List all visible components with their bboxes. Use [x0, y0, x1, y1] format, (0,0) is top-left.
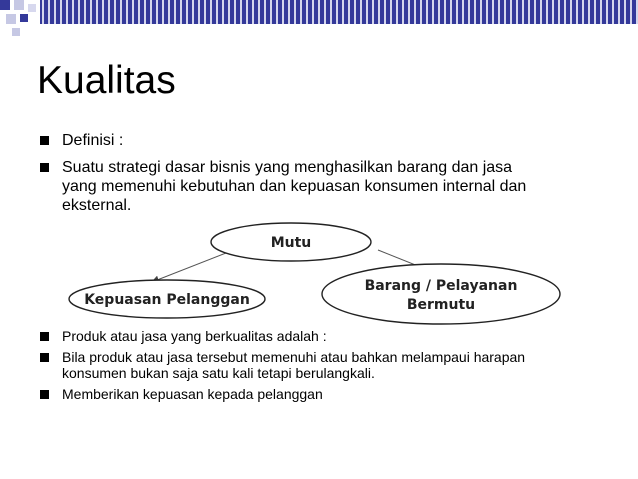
- node-right-label-2: Bermutu: [406, 297, 476, 313]
- bullet-text-line2: yang memenuhi kebutuhan dan kepuasan konsumen internal dan: [62, 178, 527, 195]
- node-right-label-1: Barang / Pelayanan: [364, 278, 518, 294]
- page-title: Kualitas: [37, 59, 176, 102]
- bullet-text: Definisi :: [62, 132, 124, 149]
- node-mutu-label: Mutu: [270, 235, 312, 251]
- node-right-shape: [322, 264, 560, 324]
- bullet-square-icon: [40, 353, 49, 362]
- bullet-text-line3: eksternal.: [62, 197, 132, 214]
- bullet-text-line1: Suatu strategi dasar bisnis yang menghasilkan barang dan jasa: [62, 159, 513, 176]
- bullet-text: Produk atau jasa yang berkualitas adalah :: [62, 328, 327, 344]
- node-left-label: Kepuasan Pelanggan: [84, 292, 250, 308]
- bullet-square-icon: [40, 390, 49, 399]
- arrow-to-left: [152, 253, 226, 282]
- bullet-text-line2: konsumen bukan saja satu kali tetapi berulangkali.: [62, 365, 375, 381]
- bullet-text: Memberikan kepuasan kepada pelanggan: [62, 386, 323, 402]
- bullet-square-icon: [40, 332, 49, 341]
- bullet-text-line1: Bila produk atau jasa tersebut memenuhi atau bahkan melampaui harapan: [62, 349, 526, 365]
